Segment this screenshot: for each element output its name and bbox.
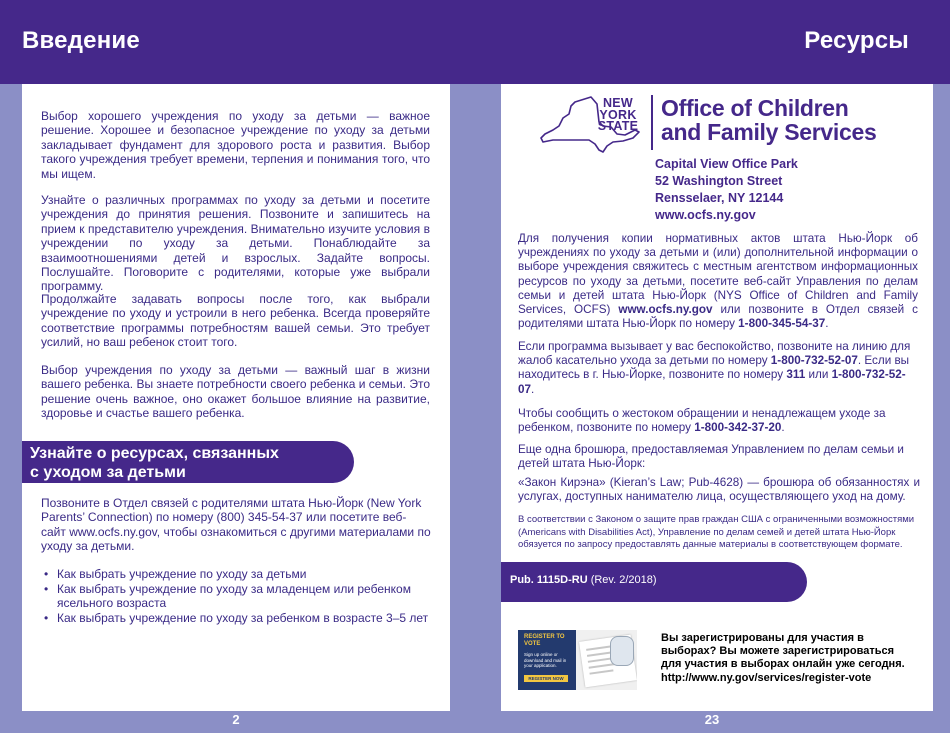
register-to-vote-image[interactable] bbox=[518, 630, 637, 690]
nys-logo-text bbox=[590, 98, 646, 133]
publication-banner bbox=[501, 562, 807, 602]
parents-connection-phone[interactable]: 1-800-345-54-37 bbox=[738, 317, 826, 331]
logo-divider bbox=[651, 95, 653, 150]
logo-new: NEW bbox=[602, 96, 634, 110]
intro-paragraph-3: Продолжайте задавать вопросы после того, как выбрали учреждение по уходу и устроили в него ребенка. Всегда проверяйте соответствие программы потребностям вашей семьи. Это требует усилий, но ваш ребенок стоит того. bbox=[41, 292, 430, 350]
ocfs-website-link[interactable]: www.ocfs.ny.gov bbox=[618, 303, 713, 317]
register-now-button[interactable]: REGISTER NOW bbox=[524, 675, 568, 682]
intro-paragraph-1: Выбор хорошего учреждения по уходу за детьми — важное решение. Хорошее и безопасное учреждение по уходу за детьми закладывает фундамент для здорового роста и развития. Выбор такого учреждения требует времени, терпения и понимания того, что мы ищем. bbox=[41, 109, 430, 181]
vote-panel bbox=[518, 630, 576, 690]
voter-registration-text bbox=[661, 632, 926, 685]
right-page-number: 23 bbox=[704, 712, 720, 727]
publication-number: Pub. 1115D-RU bbox=[510, 574, 588, 586]
list-item: • Как выбрать учреждение по уходу за младенцем или ребенком ясельного возраста bbox=[42, 582, 437, 611]
complaint-phone[interactable]: 1-800-732-52-07 bbox=[770, 354, 858, 368]
vote-image-subtext: Sign up online or download and mail in your application. bbox=[524, 652, 567, 668]
guide-list bbox=[42, 567, 437, 625]
section-heading-line-1: Узнайте о ресурсах, связанных bbox=[30, 445, 279, 462]
ballot-box-icon bbox=[610, 636, 634, 666]
ocfs-logo-name bbox=[661, 96, 876, 144]
address-line-2: 52 Washington Street bbox=[655, 174, 783, 188]
resources-paragraph: Позвоните в Отдел связей с родителями штата Нью-Йорк (New York Parents’ Connection) по номеру (800) 345-54-37 или посетите веб-сайт www.ocfs.ny.gov, чтобы ознакомиться с другими материалами по уходу за детьми. bbox=[41, 496, 431, 554]
list-item: • Как выбрать учреждение по уходу за детьми bbox=[42, 567, 437, 582]
left-page-number: 2 bbox=[232, 712, 240, 727]
nyc-311-phone[interactable]: 311 bbox=[786, 368, 806, 382]
other-brochure-paragraph: Еще одна брошюра, предоставляемая Управлением по делам семьи и детей штата Нью-Йорк: bbox=[518, 443, 904, 471]
logo-state: STATE bbox=[597, 119, 639, 133]
register-vote-link[interactable]: http://www.ny.gov/services/register-vote bbox=[661, 671, 872, 684]
address-line-3: Rensselaer, NY 12144 bbox=[655, 191, 784, 205]
left-page-title: Введение bbox=[22, 27, 140, 54]
address-line-1: Capital View Office Park bbox=[655, 157, 798, 171]
vote-text-line-3: для участия в выборах онлайн уже сегодня. bbox=[661, 658, 905, 671]
ocfs-address bbox=[655, 156, 798, 224]
kierans-law-paragraph: «Закон Кирэна» (Kieran’s Law; Pub-4628) — брошюра об обязанностях и услугах, доступных нанимателю лица, осуществляющего уход на дому. bbox=[518, 476, 920, 504]
intro-paragraph-2: Узнайте о различных программах по уходу за детьми и посетите учреждения до принятия решения. Позвоните и запишитесь на прием к представителю учреждения. Внимательно изучите условия в учреждении по уходу за детьми. Понаблюдайте за взаимоотношениями детей и взрослых. Задайте вопросы. Послушайте. Поговорите с родителями, которые уже выбрали программу. bbox=[41, 193, 430, 294]
right-page-title: Ресурсы bbox=[804, 27, 909, 54]
complaint-phone-alt[interactable]: 1-800-732-52-07 bbox=[518, 368, 906, 396]
org-name-line-2: and Family Services bbox=[661, 119, 877, 145]
complaint-paragraph: Если программа вызывает у вас беспокойство, позвоните на линию для жалоб касательно ухода за детьми по номеру 1-800-732-52-07. Если вы находитесь в г. Нью-Йорке, позвоните по номеру 311 или 1-800-732-52-07. bbox=[518, 340, 911, 396]
website-link[interactable]: www.ocfs.ny.gov bbox=[655, 208, 756, 222]
publication-revision: (Rev. 2/2018) bbox=[587, 574, 657, 586]
vote-image-heading: REGISTER TO VOTE bbox=[524, 634, 565, 647]
regulations-paragraph: Для получения копии нормативных актов штата Нью-Йорк об учреждениях по уходу за детьми и (или) дополнительной информации о выборе учреждения свяжитесь с местным агентством информационных ресурсов по уходу за детьми, посетите веб-сайт Управления по делам семьи и детей штата Нью-Йорк (NYS Office of Children and Family Services, OCFS) www.ocfs.ny.gov или позвоните в Отдел связей с родителями штата Нью-Йорк по номеру 1-800-345-54-37. bbox=[518, 232, 918, 331]
logo-york: YORK bbox=[599, 107, 637, 122]
abuse-report-paragraph: Чтобы сообщить о жестоком обращении и ненадлежащем уходе за ребенком, позвоните по номеру 1-800-342-37-20. bbox=[518, 407, 886, 435]
vote-text-line-1: Вы зарегистрированы для участия в bbox=[661, 632, 864, 644]
abuse-hotline-phone[interactable]: 1-800-342-37-20 bbox=[694, 421, 782, 435]
org-name-line-1: Office of Children bbox=[661, 95, 849, 121]
section-heading-line-2: с уходом за детьми bbox=[30, 464, 186, 481]
list-item: • Как выбрать учреждение по уходу за ребенком в возрасте 3–5 лет bbox=[42, 611, 437, 626]
ada-note: В соответствии с Законом о защите прав граждан США с ограниченными возможностями (Americans with Disabilities Act), Управление по делам семей и детей штата Нью-Йорк обязуется по запросу предоставлять данные материалы в соответствующем формате. bbox=[518, 514, 915, 551]
vote-text-line-2: выборах? Вы можете зарегистрироваться bbox=[661, 645, 895, 658]
resources-section-heading bbox=[22, 441, 354, 483]
intro-paragraph-4: Выбор учреждения по уходу за детьми — важный шаг в жизни вашего ребенка. Вы знаете потребности своего ребенка и семьи. Это решение очень важное, оно окажет большое влияние на развитие, здоровье и счастье вашего ребенка. bbox=[41, 363, 430, 421]
